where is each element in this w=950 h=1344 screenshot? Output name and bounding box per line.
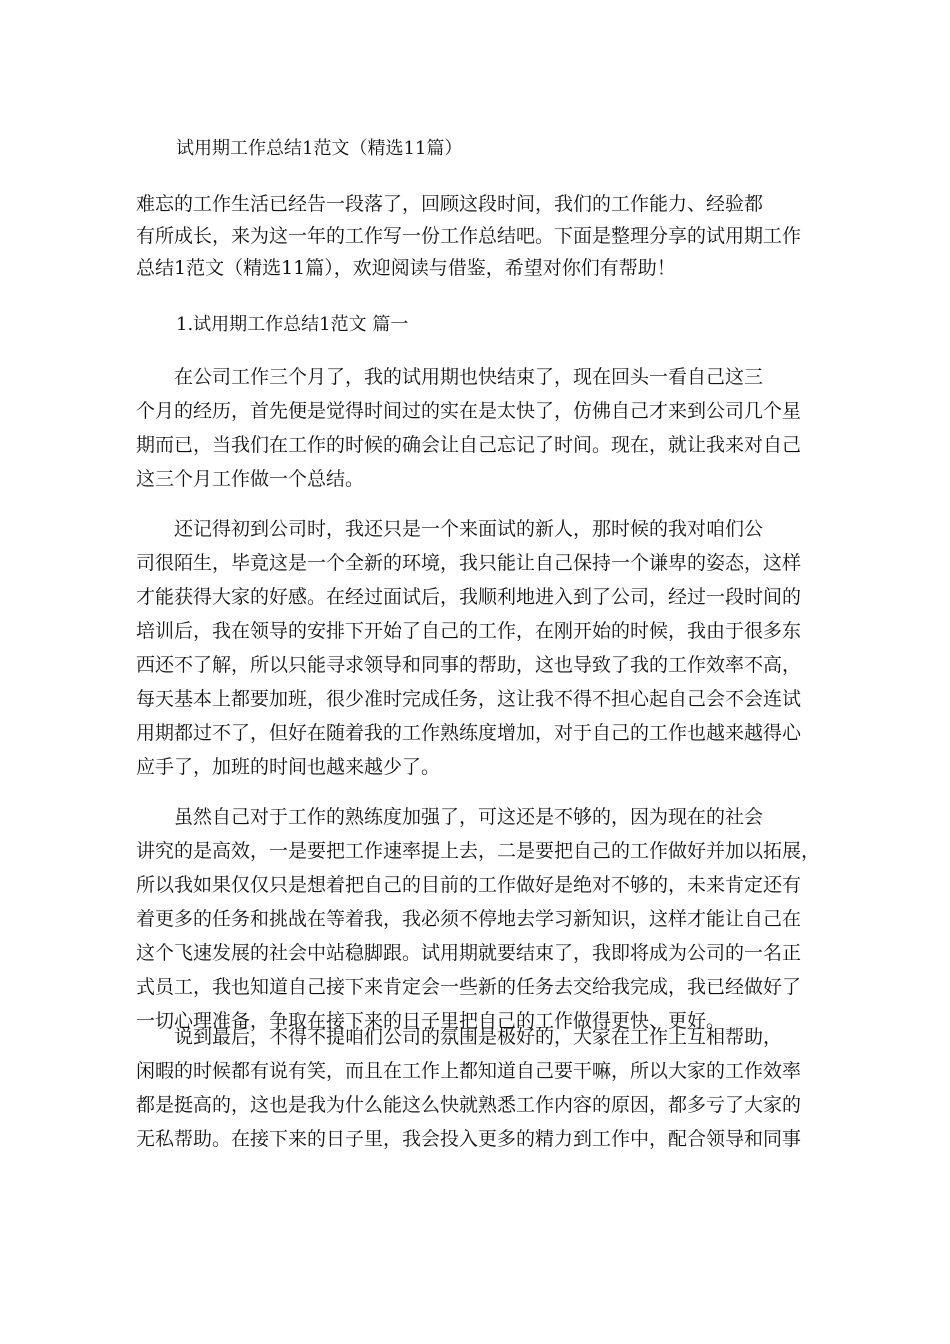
- intro-line: 总结1范文（精选11篇），欢迎阅读与借鉴，希望对你们有帮助！: [136, 257, 676, 279]
- section-heading: 1.试用期工作总结1范文 篇一: [176, 314, 409, 335]
- paragraph-line: 还记得初到公司时，我还只是一个来面试的新人，那时候的我对咱们公: [136, 518, 764, 540]
- paragraph-line: 式员工，我也知道自己接下来肯定会一些新的任务去交给我完成，我已经做好了: [136, 976, 802, 998]
- paragraph-line: 一切心理准备，争取在接下来的日子里把自己的工作做得更快、更好。: [136, 1010, 726, 1032]
- paragraph-line: 在公司工作三个月了，我的试用期也快结束了，现在回头一看自己这三: [136, 366, 764, 388]
- body-paragraph-2: [136, 512, 816, 784]
- paragraph-line: 所以我如果仅仅只是想着把自己的目前的工作做好是绝对不够的，未来肯定还有: [136, 874, 802, 896]
- paragraph-line: 培训后，我在领导的安排下开始了自己的工作，在刚开始的时候，我由于很多东: [136, 620, 802, 642]
- paragraph-line: 说到最后，不得不提咱们公司的氛围是极好的，大家在工作上互相帮助，: [136, 1026, 783, 1048]
- paragraph-line: 这个飞速发展的社会中站稳脚跟。试用期就要结束了，我即将成为公司的一名正: [136, 942, 802, 964]
- document-title: 试用期工作总结1范文（精选11篇）: [176, 138, 463, 159]
- paragraph-line: 才能获得大家的好感。在经过面试后，我顺利地进入到了公司，经过一段时间的: [136, 586, 802, 608]
- paragraph-line: 个月的经历，首先便是觉得时间过的实在是太快了，仿佛自己才来到公司几个星: [136, 400, 802, 422]
- paragraph-line: 司很陌生，毕竟这是一个全新的环境，我只能让自己保持一个谦卑的姿态，这样: [136, 552, 802, 574]
- intro-paragraph: [136, 188, 816, 284]
- paragraph-line: 每天基本上都要加班，很少准时完成任务，这让我不得不担心起自己会不会连试: [136, 688, 802, 710]
- paragraph-line: 期而已，当我们在工作的时候的确会让自己忘记了时间。现在，就让我来对自己: [136, 434, 802, 456]
- paragraph-line: 西还不了解，所以只能寻求领导和同事的帮助，这也导致了我的工作效率不高，: [136, 654, 802, 676]
- body-paragraph-4: [136, 1020, 816, 1156]
- paragraph-line: 虽然自己对于工作的熟练度加强了，可这还是不够的，因为现在的社会: [136, 806, 764, 828]
- body-paragraph-3: [136, 800, 821, 1038]
- paragraph-line: 应手了，加班的时间也越来越少了。: [136, 756, 441, 778]
- paragraph-line: 都是挺高的，这也是我为什么能这么快就熟悉工作内容的原因，都多亏了大家的: [136, 1094, 802, 1116]
- paragraph-line: 用期都过不了，但好在随着我的工作熟练度增加，对于自己的工作也越来越得心: [136, 722, 802, 744]
- body-paragraph-1: [136, 360, 816, 496]
- paragraph-line: 闲暇的时候都有说有笑，而且在工作上都知道自己要干嘛，所以大家的工作效率: [136, 1060, 802, 1082]
- intro-line: 难忘的工作生活已经告一段落了，回顾这段时间，我们的工作能力、经验都: [136, 193, 764, 215]
- paragraph-line: 讲究的是高效，一是要把工作速率提上去，二是要把自己的工作做好并加以拓展，: [136, 840, 821, 862]
- paragraph-line: 着更多的任务和挑战在等着我，我必须不停地去学习新知识，这样才能让自己在: [136, 908, 802, 930]
- intro-line: 有所成长，来为这一年的工作写一份工作总结吧。下面是整理分享的试用期工作: [136, 225, 802, 247]
- paragraph-line: 无私帮助。在接下来的日子里，我会投入更多的精力到工作中，配合领导和同事: [136, 1128, 802, 1150]
- paragraph-line: 这三个月工作做一个总结。: [136, 468, 365, 490]
